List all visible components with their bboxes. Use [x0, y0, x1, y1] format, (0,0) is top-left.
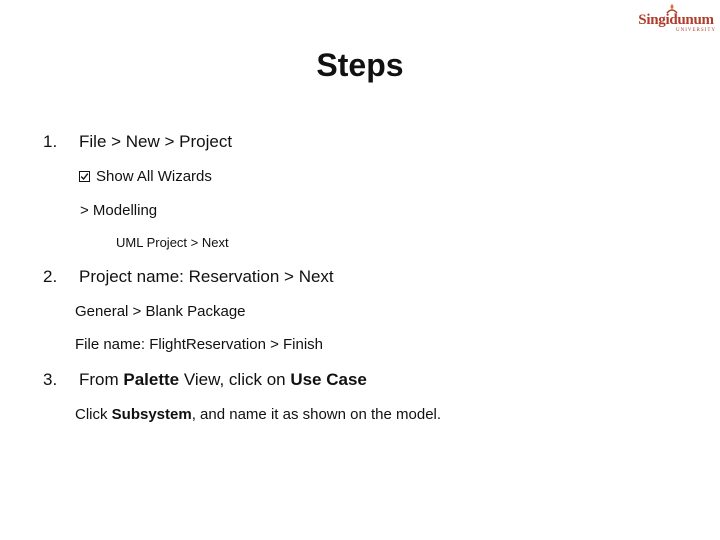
modelling-line: > Modelling: [80, 202, 158, 219]
logo-subtitle: UNIVERSITY: [676, 28, 716, 33]
subsystem-line: [75, 406, 441, 423]
subsystem-line-part: Click: [75, 406, 112, 423]
step-1-number: 1.: [43, 132, 58, 151]
show-all-wizards-row: [79, 168, 212, 185]
step-2-number: 2.: [43, 267, 58, 286]
use-case-emphasis: Use Case: [290, 370, 367, 389]
palette-emphasis: Palette: [123, 370, 180, 389]
show-all-wizards-label: Show All Wizards: [96, 168, 212, 185]
subsystem-line-part: , and name it as shown on the model.: [191, 406, 442, 423]
step-1-text: File > New > Project: [79, 132, 233, 151]
step-3-text-part: View, click on: [179, 370, 291, 389]
logo-name: Singidunum: [638, 12, 714, 28]
step-2-text: Project name: Reservation > Next: [79, 267, 334, 286]
step-3-number: 3.: [43, 370, 58, 389]
uml-project-line: UML Project > Next: [116, 235, 229, 250]
general-blank-package-line: General > Blank Package: [75, 303, 246, 320]
checked-checkbox-icon: [79, 171, 90, 182]
step-3-text-part: From: [79, 370, 124, 389]
university-logo: [636, 4, 716, 34]
step-3-text: [79, 370, 367, 390]
subsystem-emphasis: Subsystem: [111, 406, 192, 423]
slide-title: Steps: [316, 47, 404, 83]
file-name-line: File name: FlightReservation > Finish: [75, 336, 324, 353]
